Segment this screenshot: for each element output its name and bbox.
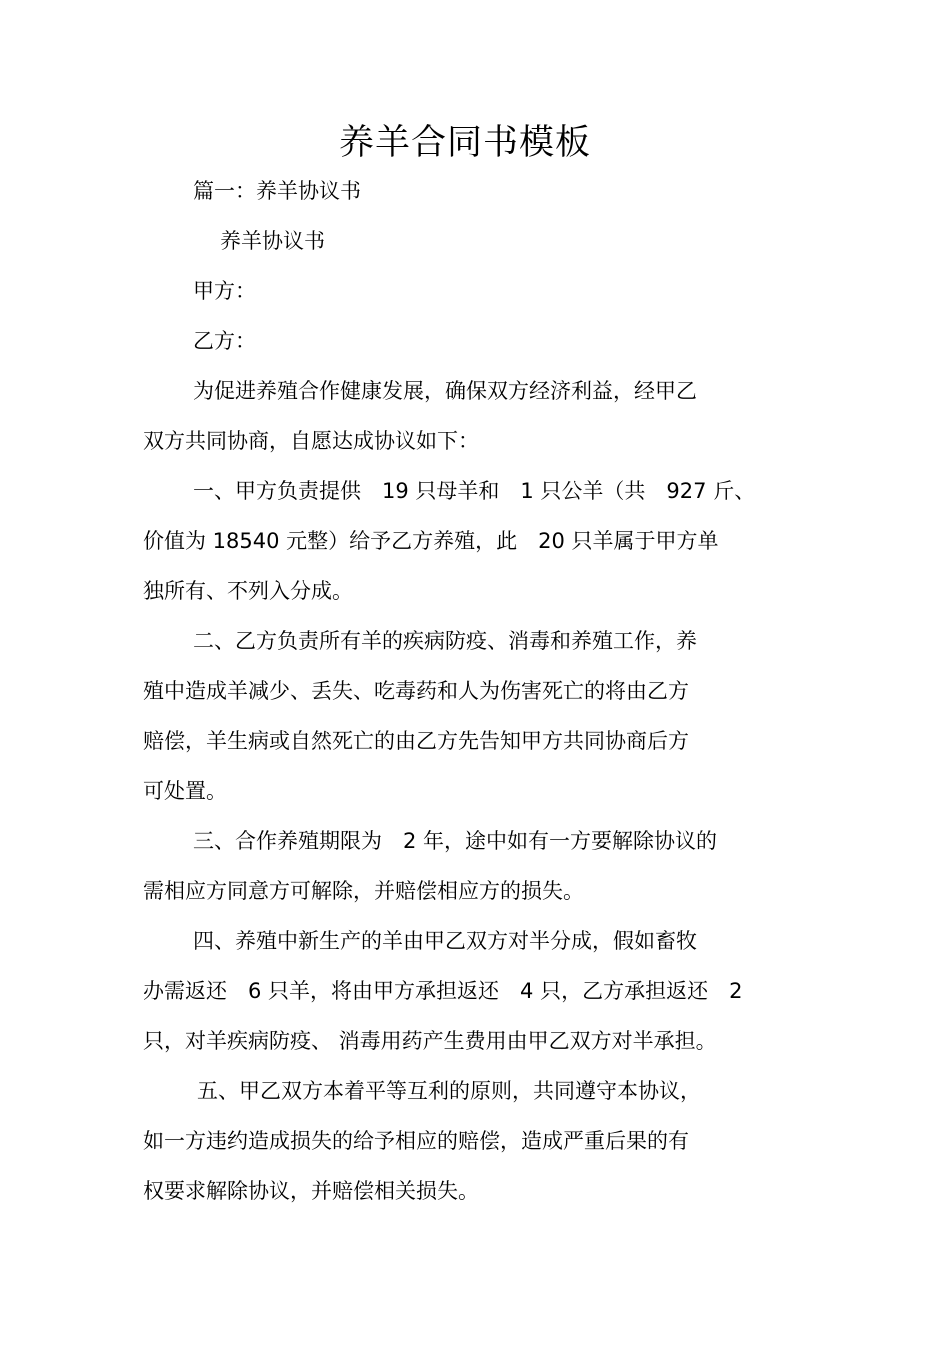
paragraph-line: 独所有、不列入分成。 <box>143 579 353 603</box>
paragraph-line: 二、乙方负责所有羊的疾病防疫、消毒和养殖工作，养 <box>193 629 697 653</box>
section-heading: 篇一：养羊协议书 <box>193 179 361 203</box>
paragraph-line: 四、养殖中新生产的羊由甲乙双方对半分成，假如畜牧 <box>193 929 697 953</box>
paragraph-line: 可处置。 <box>143 779 227 803</box>
paragraph-line: 价值为 18540 元整）给予乙方养殖，此 20 只羊属于甲方单 <box>143 529 719 553</box>
paragraph-line: 五、甲乙双方本着平等互利的原则，共同遵守本协议， <box>197 1079 701 1103</box>
paragraph-line: 如一方违约造成损失的给予相应的赔偿，造成严重后果的有 <box>143 1129 689 1153</box>
document-title: 养羊合同书模板 <box>338 123 591 163</box>
party-b-label: 乙方： <box>193 329 256 353</box>
agreement-heading: 养羊协议书 <box>220 229 325 253</box>
paragraph-line: 三、合作养殖期限为 2 年，途中如有一方要解除协议的 <box>193 829 718 853</box>
paragraph-line: 权要求解除协议，并赔偿相关损失。 <box>143 1179 479 1203</box>
paragraph-line: 只，对羊疾病防疫、 消毒用药产生费用由甲乙双方对半承担。 <box>143 1029 717 1053</box>
paragraph-line: 双方共同协商，自愿达成协议如下： <box>143 429 479 453</box>
paragraph-line: 赔偿，羊生病或自然死亡的由乙方先告知甲方共同协商后方 <box>143 729 689 753</box>
paragraph-line: 办需返还 6 只羊，将由甲方承担返还 4 只，乙方承担返还 2 <box>143 979 743 1003</box>
party-a-label: 甲方： <box>193 279 256 303</box>
paragraph-line: 殖中造成羊减少、丢失、吃毒药和人为伤害死亡的将由乙方 <box>143 679 689 703</box>
paragraph-line: 一、甲方负责提供 19 只母羊和 1 只公羊（共 927 斤、 <box>193 479 756 503</box>
paragraph-line: 需相应方同意方可解除，并赔偿相应方的损失。 <box>143 879 584 903</box>
paragraph-line: 为促进养殖合作健康发展，确保双方经济利益，经甲乙 <box>193 379 697 403</box>
